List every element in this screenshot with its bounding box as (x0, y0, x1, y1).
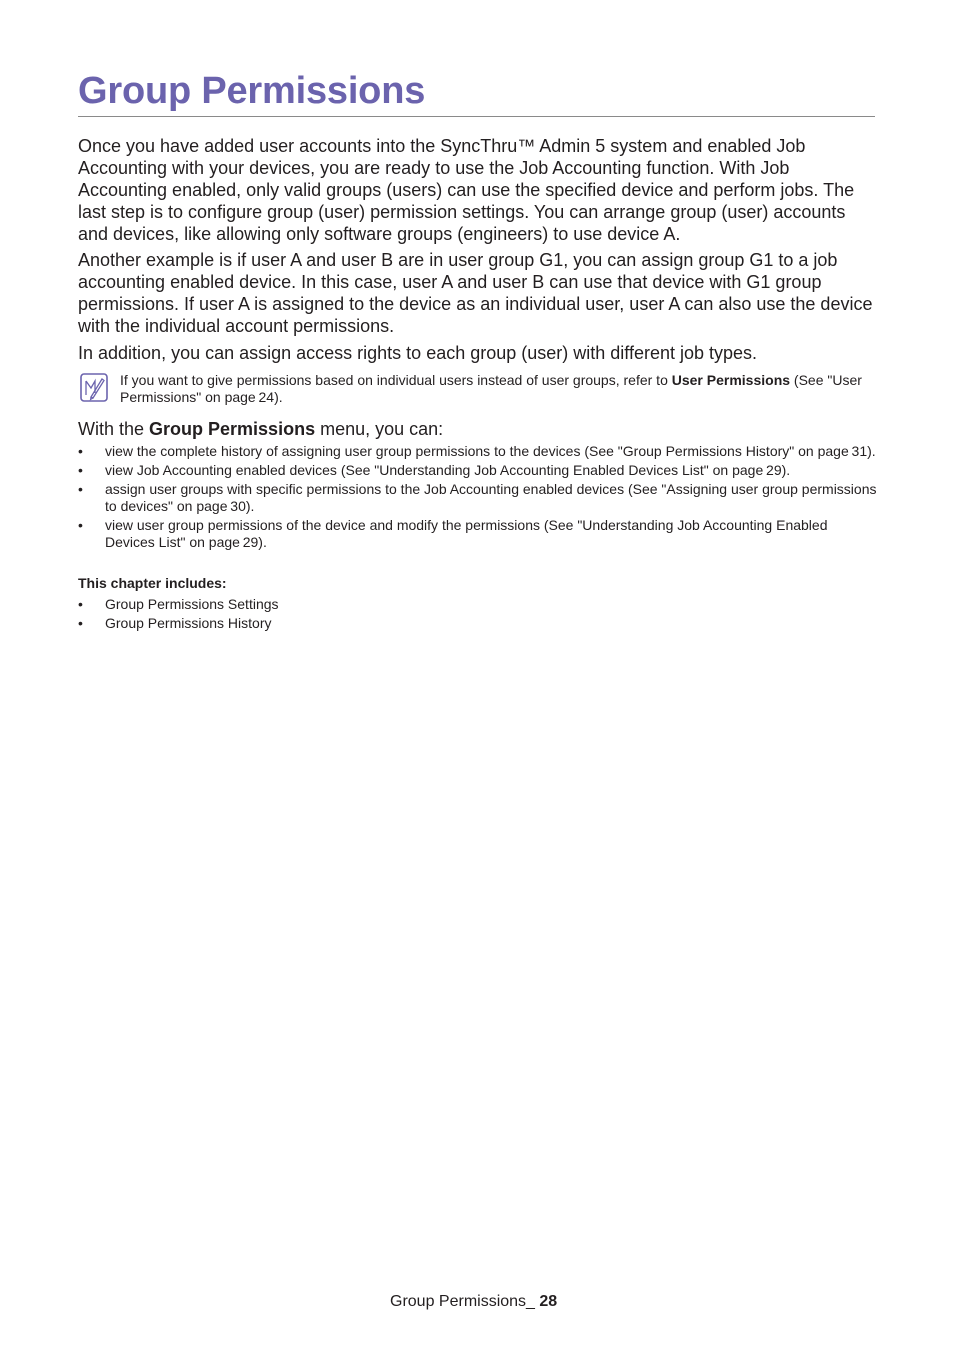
list-item (78, 596, 877, 613)
bullet-icon: • (78, 615, 83, 631)
footer-label: Group Permissions_ (390, 1293, 535, 1310)
note-pencil-icon (80, 373, 108, 402)
menu-intro-start: With the (78, 419, 150, 439)
list-item-text: view the complete history of assigning user group permissions to the devices (See "Group Permissions History" on page 31). (105, 443, 876, 459)
bullet-icon: • (78, 596, 83, 612)
menu-capabilities-list (78, 443, 877, 553)
list-item-text: view user group permissions of the device and modify the permissions (See "Understanding Job Accounting Enabled Devices List" on page 29). (105, 517, 828, 550)
chapter-contents-list (78, 596, 877, 634)
bullet-icon: • (78, 517, 83, 533)
list-item-text: assign user groups with specific permissions to the Job Accounting enabled devices (See "Assigning user group permissions to devices" on page 30). (105, 481, 877, 514)
bullet-icon: • (78, 462, 83, 478)
page-title: Group Permissions (78, 70, 426, 112)
list-item (78, 462, 877, 479)
chapter-link-settings[interactable]: Group Permissions Settings (105, 596, 279, 612)
title-divider (78, 116, 875, 117)
example-paragraph: Another example is if user A and user B are in user group G1, you can assign group G1 to a job accounting enabled device. In this case, user A and user B can use that device with G1 group permissions. If user A is assigned to the device as an individual user, user A can also use the device with the individual account permissions. (78, 250, 873, 336)
list-item-text: view Job Accounting enabled devices (See "Understanding Job Accounting Enabled Devices List" on page 29). (105, 462, 791, 478)
chapter-includes-heading: This chapter includes: (78, 575, 227, 591)
bullet-icon: • (78, 481, 83, 497)
access-rights-paragraph: In addition, you can assign access rights to each group (user) with different job types. (78, 343, 758, 363)
chapter-link-history[interactable]: Group Permissions History (105, 615, 272, 631)
page-number: 28 (539, 1293, 558, 1310)
note-text-end: (See "User Permissions" on page 24). (120, 372, 862, 405)
menu-intro (78, 418, 443, 440)
intro-paragraph: Once you have added user accounts into the SyncThru™ Admin 5 system and enabled Job Accounting with your devices, you are ready to use the Job Accounting function. With Job Accounting enabled, only valid groups (users) can use the specified device and perform jobs. The last step is to configure group (user) permission settings. You can arrange group (user) accounts and devices, like allowing only software groups (engineers) to use device A. (78, 136, 855, 244)
note-text-start: If you want to give permissions based on individual users instead of user groups, refer to (120, 372, 672, 388)
list-item (78, 517, 877, 551)
menu-intro-bold: Group Permissions (149, 419, 316, 439)
bullet-icon: • (78, 443, 83, 459)
note-text (120, 372, 880, 406)
user-permissions-link-text: User Permissions (671, 372, 791, 388)
menu-intro-end: menu, you can: (315, 419, 444, 439)
list-item (78, 481, 877, 515)
page-footer (390, 1292, 557, 1312)
list-item (78, 443, 877, 460)
list-item (78, 615, 877, 632)
